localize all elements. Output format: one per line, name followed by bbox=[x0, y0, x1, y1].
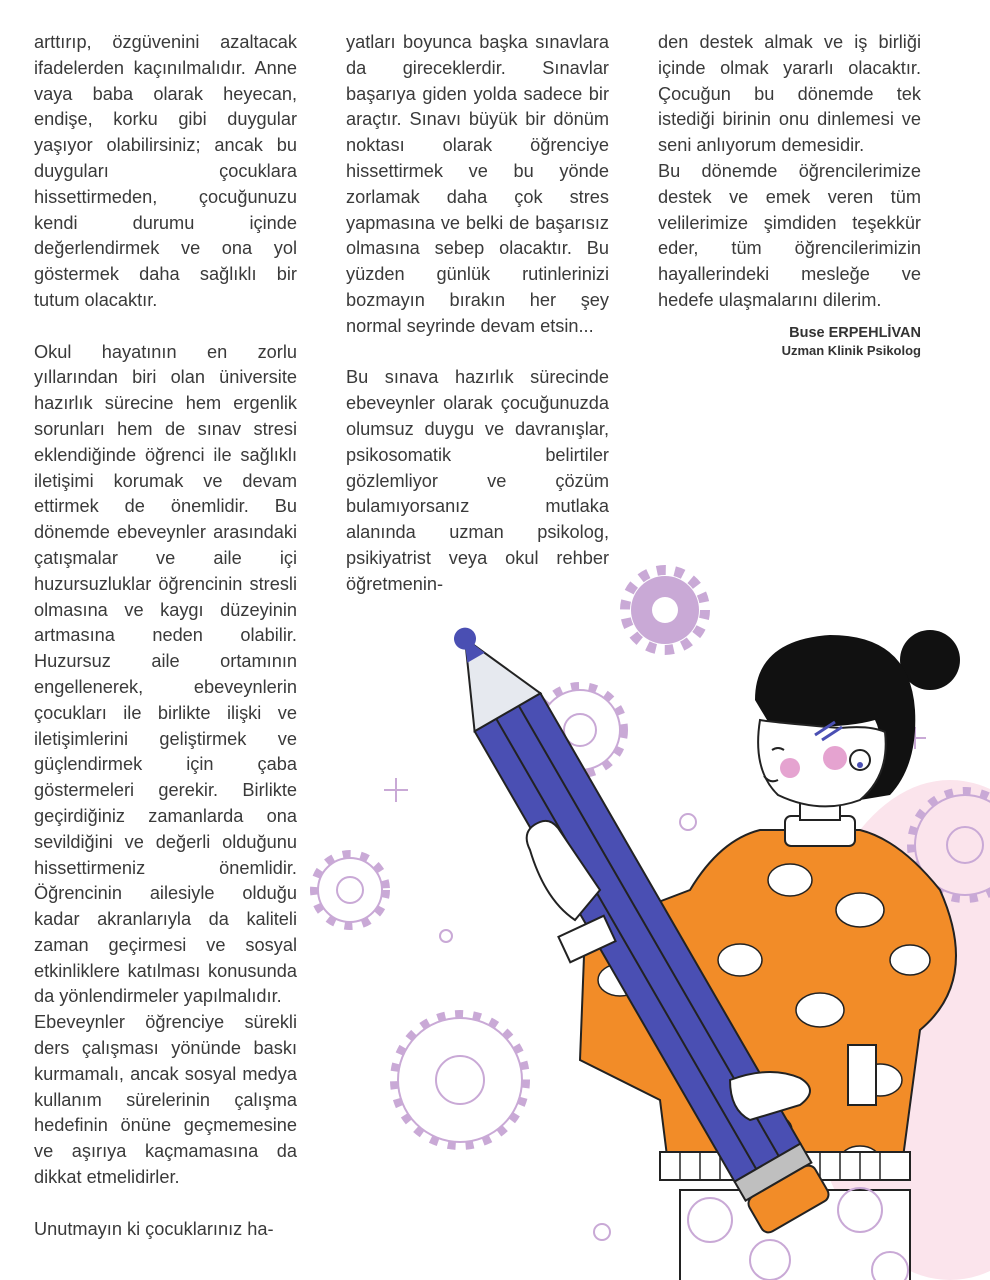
paragraph: Okul hayatının en zorlu yıllarından biri olan üniversite hazırlık sürecine hem ergenlik sorunları hem de sınav stresi eklendiğinde öğrenci ile sağlıklı iletişimi korumak ve devam ettirmek de önemlidir. Bu dönemde ebeveynler arasındaki çatışmalar ve aile içi huzursuzluklar öğrencinin stresli olmasına ve kaygı düzeyinin artmasına neden olabilir. Huzursuz aile ortamının engellenerek, ebeveynlerin çocukları ile birlikte ilişki ve iletişimlerini geliştirmek ve güçlendirmek için çaba göstermeleri gerekir. Birlikte geçirdiğiniz zamanlarda ona sevildiğini ve değerli olduğunu hissettirmeniz önemlidir. Öğrencinin ailesiyle olduğu kadar akranlarıyla da kaliteli zaman geçirmesi ve sosyal etkinliklere katılması konusunda da yönlendirmeler yapılmalıdır. bbox=[34, 341, 297, 1007]
paragraph: arttırıp, özgüvenini azaltacak ifadelerden kaçınılmalıdır. Anne vaya baba olarak heyecan, endişe, korku gibi duygular yaşıyor olabilirsiniz; ancak bu duyguları çocuklara hissettirmeden, çocuğunuzu kendi durumu içinde değerlendirmek ve ona yol göstermek daha sağlıklı bir tutum olacaktır. bbox=[34, 32, 297, 310]
paragraph: Ebeveynler öğrenciye sürekli ders çalışması yönünde baskı kurmamalı, ancak sosyal medya kullanım sürelerinin çalışma hedefinin önüne geçmemesine ve aşırıya kaçmamasına da dikkat etmelidirler. bbox=[34, 1012, 297, 1188]
column-left bbox=[34, 30, 297, 1242]
dot-icon bbox=[680, 814, 696, 830]
column-middle bbox=[346, 30, 609, 598]
girl-with-pencil-illustration bbox=[300, 560, 990, 1280]
paragraph: Bu sınava hazırlık sürecinde ebeveynler olarak çocuğunuzda olumsuz duygu ve davranışlar, psikosomatik belirtiler gözlemliyor ve çözüm bulamıyorsanız mutlaka alanında uzman psikolog, psikiyatrist veya okul rehber öğretmenin- bbox=[346, 367, 609, 594]
signature bbox=[658, 324, 921, 360]
gear-icon bbox=[625, 570, 705, 650]
gear-icon bbox=[394, 1014, 526, 1146]
author-title: Uzman Klinik Psikolog bbox=[781, 342, 921, 358]
paragraph: yatları boyunca başka sınavlara da gireceklerdir. Sınavlar başarıya giden yolda sadece bir araçtır. Sınavı büyük bir dönüm noktası olarak öğrenciye hissettirmek ve bu yönde zorlamak daha çok stres yapmasına ve belki de başarısız olmasına sebep olacaktır. Bu yüzden günlük rutinlerinizi bozmayın bırakın her şey normal seyrinde devam etsin... bbox=[346, 32, 609, 336]
gear-icon bbox=[398, 1018, 522, 1142]
paragraph: den destek almak ve iş birliği içinde olmak yararlı olacaktır. Çocuğun bu dönemde tek istediği birinin onu dinlemesi ve seni anlıyorum demesidir. bbox=[658, 32, 921, 156]
blush bbox=[780, 758, 800, 778]
author-name: Buse ERPEHLİVAN bbox=[789, 324, 921, 341]
paragraph: Unutmayın ki çocuklarınız ha- bbox=[34, 1218, 274, 1239]
gear-icon bbox=[314, 854, 386, 926]
plus-icon bbox=[384, 778, 408, 802]
column-right bbox=[658, 30, 921, 360]
dot-icon bbox=[594, 1224, 610, 1240]
sleeve-cuff bbox=[848, 1045, 876, 1105]
dot-icon bbox=[440, 930, 452, 942]
paragraph: Bu dönemde öğrencilerimize destek ve emek veren tüm velilerimize şimdiden teşekkür eder, tüm öğrencilerimizin hayallerindeki mesleğe ve hedefe ulaşmalarını dilerim. bbox=[658, 160, 921, 310]
gear-icon bbox=[318, 858, 382, 922]
blush bbox=[823, 746, 847, 770]
